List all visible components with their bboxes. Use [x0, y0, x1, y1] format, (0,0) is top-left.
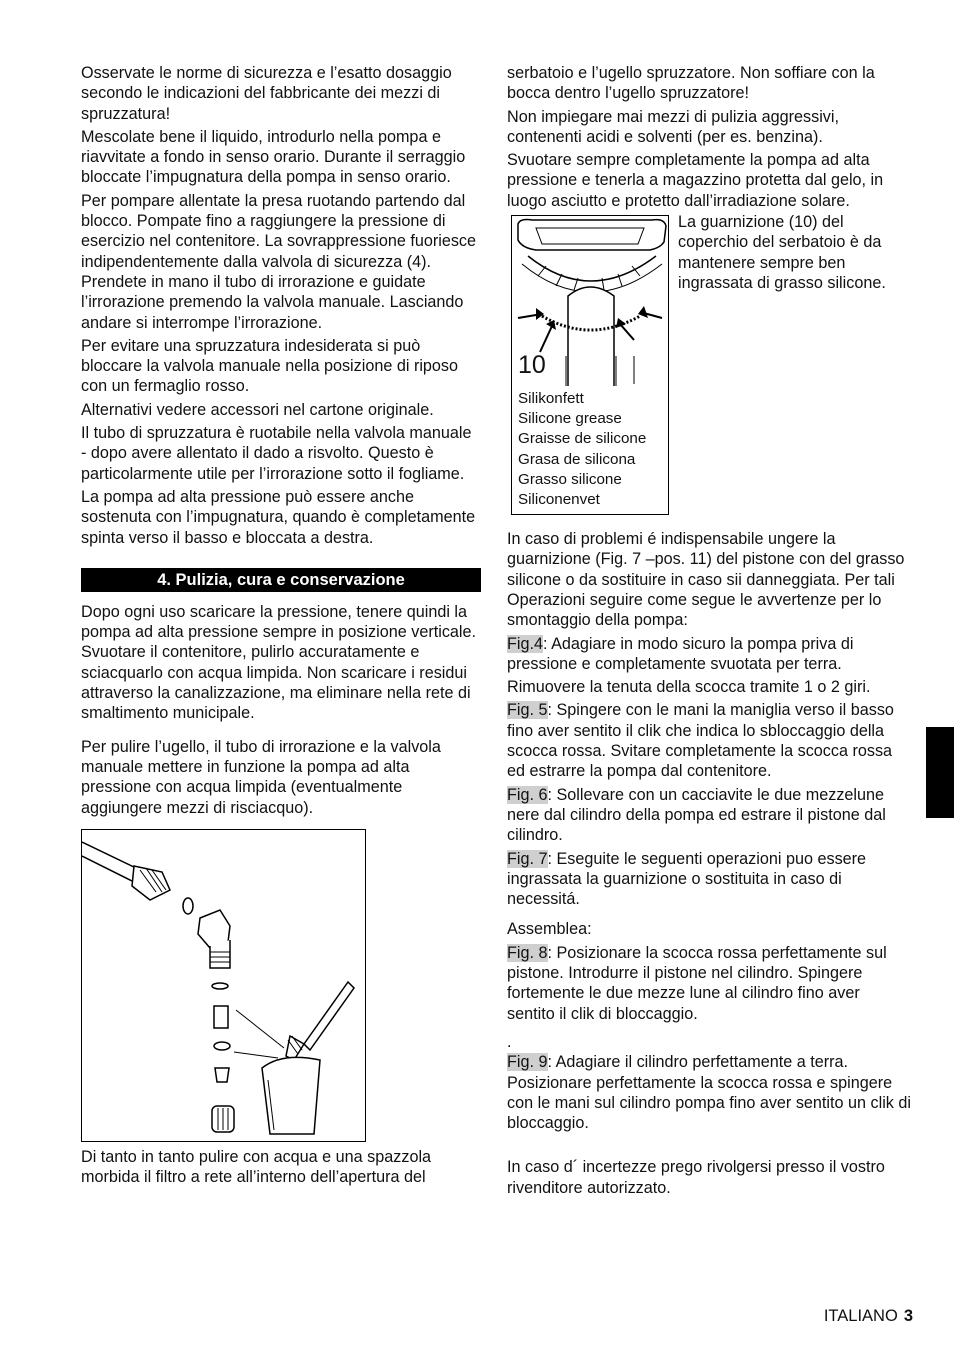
fig5-text: : Spingere con le mani la maniglia verso il basso fino aver sentito il clik che indica lo sbloccaggio della scocca rossa. Svitare completamente la scocca rossa ed estrarre la pompa dal contenitore. [507, 701, 894, 781]
paragraph-mixing: Mescolate bene il liquido, introdurlo nella pompa e riavvitate a fondo in senso orario. Durante il serraggio bloccate l’impugnatura della pompa in senso orario. [81, 127, 466, 187]
section-heading: 4. Pulizia, cura e conservazione [81, 568, 481, 592]
fig7-label: Fig. 7 [507, 849, 548, 868]
left-column [81, 63, 481, 1190]
paragraph-problems: In caso di problemi é indispensabile ungere la guarnizione (Fig. 7 –pos. 11) del pistone con del grasso silicone o da sostituire in caso sii danneggiata. Per tali Operazioni seguire come segue le avvertenze per lo smontaggio della pompa: [507, 530, 905, 630]
language-tab-marker [926, 727, 954, 818]
paragraph-filter-cleaning: Di tanto in tanto pulire con acqua e una spazzola morbida il filtro a rete all’interno dell’apertura del [81, 1147, 432, 1187]
grease-figure-block [507, 215, 911, 515]
fig4-label: Fig.4 [507, 634, 543, 653]
fig9-label: Fig. 9 [507, 1053, 548, 1072]
grease-labels [518, 389, 646, 510]
step-fig6 [507, 785, 911, 846]
grease-label-fr: Graisse de silicone [518, 430, 647, 448]
right-column [507, 63, 911, 1201]
paragraph-storage: Svuotare sempre completamente la pompa ad alta pressione e tenerla a magazzino protetta dal gelo, in luogo asciutto e protetto dall’irradiazione solare. [507, 151, 884, 210]
dot-separator: . [507, 1032, 512, 1051]
page-footer [824, 1306, 913, 1326]
paragraph-cleaning-1: Dopo ogni uso scaricare la pressione, tenere quindi la pompa ad alta pressione sempre in posizione verticale. Svuotare il contenitore, pulirlo accuratamente e sciacquarlo con acqua limpida. Non scaricare i residui attraverso la canalizzazione, ma eliminare nella rete di smaltimento municipale. [81, 602, 477, 723]
paragraph-seal: Rimuovere la tenuta della scocca tramite 1 o 2 giri. [507, 678, 871, 697]
grease-label-it: Grasso silicone [518, 470, 622, 488]
paragraph-cleaning-2: Per pulire l’ugello, il tubo di irrorazione e la valvola manuale mettere in funzione la pompa ad alta pressione con acqua limpida (eventualmente aggiungere mezzi di risciacquo). [81, 737, 441, 817]
step-fig9 [507, 1052, 911, 1133]
fig8-label: Fig. 8 [507, 943, 548, 962]
paragraph-handle-support: La pompa ad alta pressione può essere anche sostenuta con l’impugnatura, quando è completamente spinta verso il basso e bloccata a destra. [81, 487, 476, 547]
page-number: 3 [903, 1307, 913, 1325]
fig8-text: : Posizionare la scocca rossa perfettamente sul pistone. Introdurre il pistone nel cilindro. Spingere fortemente le due mezze lune al cilindro fino aver sentito il clik di bloccaggio. [507, 943, 887, 1023]
paragraph-nozzle: serbatoio e l’ugello spruzzatore. Non soffiare con la bocca dentro l’ugello spruzzatore! [507, 64, 875, 103]
fig4-text: : Adagiare in modo sicuro la pompa priva di pressione e completamente svuotata per terra. [507, 634, 854, 673]
paragraph-pumping: Per pompare allentate la presa ruotando partendo dal blocco. Pompate fino a raggiungere la pressione di esercizio nel contenitore. La sovrappressione fuoriesce indipendentemente dalla valvola di sicurezza (4). Prendete in mano il tubo di irrorazione e guidate l’irrorazione premendo la valvola manuale. Lasciando andare si interrompe l’irrorazione. [81, 191, 477, 332]
step-fig7 [507, 849, 911, 910]
paragraph-safety: Osservate le norme di sicurezza e l’esatto dosaggio secondo le indicazioni del fabbricante dei mezzi di spruzzatura! [81, 64, 452, 123]
grease-label-de: Silikonfett [518, 390, 584, 408]
grease-caption: La guarnizione (10) del coperchio del serbatoio è da mantenere sempre ben ingrassata di grasso silicone. [678, 213, 886, 292]
grease-figure [511, 215, 669, 515]
paragraph-rotating-tube: Il tubo di spruzzatura è ruotabile nella valvola manuale - dopo avere allentato il dado a risvolto. Questo è particolarmente utile per l’irrorazione sotto il fogliame. [81, 424, 472, 483]
nozzle-cleaning-illustration [82, 830, 365, 1141]
grease-label-nl: Siliconenvet [518, 491, 600, 509]
footer-language: ITALIANO [823, 1307, 898, 1325]
fig6-label: Fig. 6 [507, 785, 548, 804]
assembly-heading: Assemblea: [507, 920, 592, 939]
paragraph-closing: In caso d´ incertezze prego rivolgersi presso il vostro rivenditore autorizzato. [507, 1158, 885, 1197]
grease-label-es: Grasa de silicona [518, 450, 636, 468]
figure-number: 10 [518, 351, 546, 380]
step-fig8 [507, 943, 911, 1024]
step-fig5 [507, 700, 911, 781]
fig7-text: : Eseguite le seguenti operazioni puo essere ingrassata la guarnizione o sostituita in caso di necessitá. [507, 849, 867, 909]
paragraph-valve-lock: Per evitare una spruzzatura indesiderata si può bloccare la valvola manuale nella posizione di riposo con un fermaglio rosso. [81, 336, 459, 396]
step-fig4 [507, 634, 911, 675]
paragraph-accessories: Alternativi vedere accessori nel cartone originale. [81, 400, 434, 419]
paragraph-no-aggressive: Non impiegare mai mezzi di pulizia aggressivi, contenenti acidi e solventi (per es. benzina). [507, 107, 839, 146]
fig5-label: Fig. 5 [507, 701, 548, 720]
grease-label-en: Silicone grease [518, 410, 622, 428]
nozzle-cleaning-figure [81, 829, 366, 1142]
fig6-text: : Sollevare con un cacciavite le due mezzelune nere dal cilindro della pompa ed estrare il pistone dal cilindro. [507, 785, 886, 845]
fig9-text: : Adagiare il cilindro perfettamente a terra. Posizionare perfettamente la scocca rossa e spingere con le mani sul cilindro pompa fino aver sentito un clik di bloccaggio. [507, 1053, 911, 1133]
